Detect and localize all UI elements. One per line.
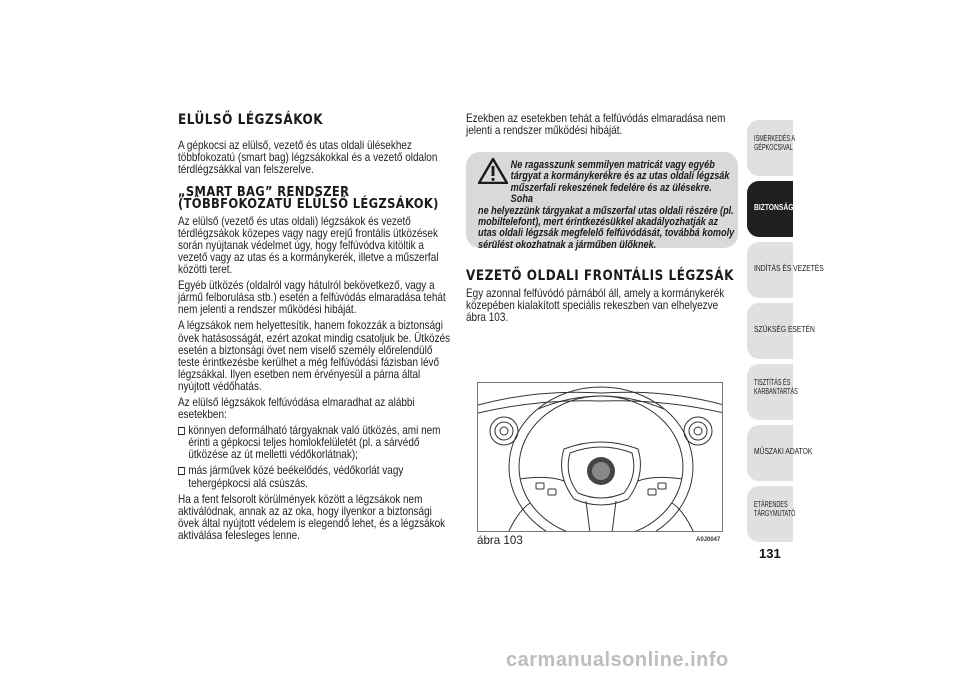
- tab-biztonsag[interactable]: [747, 181, 793, 237]
- warning-line: Ne ragasszunk semmilyen matricát vagy egyéb: [510, 159, 715, 171]
- tab-label: ISMERKEDÉS A GÉPKOCSIVAL: [754, 134, 796, 152]
- subheading-smart-bag: „SMART BAG” RENDSZER (TÖBBFOKOZATÚ ELÜLSŐ LÉGZSÁKOK): [178, 185, 439, 213]
- list-item: [178, 465, 451, 489]
- section-heading-driver-airbag: VEZETŐ OLDALI FRONTÁLIS LÉGZSÁK: [466, 268, 734, 284]
- paragraph-1: Az elülső (vezető és utas oldali) légzsákok és vezető térdlégzsákok közepes vagy nagy erejű frontális ütközések során nyújtanak védelmet úgy, hogy felfúvódva kitöltik a vezető vagy az utas és a kormánykerék, illetve a műszerfal közötti teret.: [178, 214, 439, 277]
- list-item: [178, 425, 451, 461]
- list-item-text: könnyen deformálható tárgyaknak való ütközés, ami nem érinti a gépkocsi teljes homlokfelületét (pl. a sárvédő ütközése az út melletti védőkorlátnak);: [188, 424, 441, 462]
- tab-label: ETÁRENDES TÁRGYMUTATÓ: [754, 500, 796, 518]
- tab-label: MŰSZAKI ADATOK: [754, 447, 813, 456]
- right-paragraph-wrap: [466, 288, 739, 328]
- paragraph-3: A légzsákok nem helyettesítik, hanem fokozzák a biztonsági övek hatásosságát, ezért azokat mindig csatoljuk be. Ütközés esetén a biztonsági övet nem viselő személy előrelendülő teste érintkezésbe kerülhet a még felfúvódási fázisban lévő légzsákkal. Ilyen esetben nem érvényesül a párna által nyújtott védőhatás.: [178, 319, 451, 393]
- tab-label: BIZTONSÁG: [754, 203, 794, 212]
- right-column-intro: [466, 113, 733, 141]
- list-item-text: más járművek közé beékelődés, védőkorlát vagy tehergépkocsi alá csúszás.: [188, 464, 404, 490]
- steering-wheel-illustration: [478, 383, 723, 532]
- tab-inditas[interactable]: [747, 242, 824, 298]
- right-paragraph-1: Ezekben az esetekben tehát a felfúvódás elmaradása nem jelenti a rendszer működési hibáját.: [466, 112, 726, 138]
- tab-label: INDÍTÁS ÉS VEZETÉS: [754, 264, 824, 273]
- left-column: [178, 112, 451, 546]
- checkbox-bullet-icon: [178, 467, 185, 475]
- tab-label: TISZTÍTÁS ÉS KARBANTARTÁS: [754, 378, 798, 396]
- tab-targymutato[interactable]: [747, 486, 796, 542]
- page-number: 131: [759, 546, 781, 561]
- right-paragraph-2: Egy azonnal felfúvódó párnából áll, amely a kormánykerék közepében kialakított speciális rekeszben van elhelyezve ábra 103.: [466, 287, 725, 325]
- section-heading-front-airbags: ELÜLSŐ LÉGZSÁKOK: [178, 112, 324, 128]
- checkbox-bullet-icon: [178, 427, 185, 435]
- chapter-tab-strip: [747, 120, 824, 547]
- figure-caption: ábra 103: [477, 534, 523, 547]
- tab-label: SZÜKSÉG ESETÉN: [754, 325, 815, 334]
- paragraph-2: Egyéb ütközés (oldalról vagy hátulról bekövetkező, vagy a jármű felborulása stb.) esetén a felfúvódás elmaradása tehát nem jelenti a rendszer működési hibáját.: [178, 279, 446, 317]
- watermark: carmanualsonline.info: [506, 649, 729, 671]
- warning-box: [466, 152, 738, 251]
- intro-paragraph: A gépkocsi az elülső, vezető és utas oldali ülésekhez többfokozatú (smart bag) légzsákokkal és a vezető oldalon térdlégzsákkal van felszerelve.: [178, 139, 438, 177]
- tab-szukseg[interactable]: [747, 303, 815, 359]
- paragraph-5: Ha a fent felsorolt körülmények között a légzsákok nem aktiválódnak, annak az az oka, hogy ilyenkor a biztonsági övek által nyújtott védelem is elegendő lehet, és a légzsákok aktiválása felesleges lenne.: [178, 492, 446, 542]
- figure-code: A0J0047: [696, 537, 721, 543]
- tab-ismerkedes[interactable]: [747, 120, 796, 176]
- warning-line: tárgyat a kormánykerékre és az utas oldali légzsák: [510, 170, 730, 183]
- warning-line: műszerfali rekeszének fedelére és az ülésekre. Soha: [510, 181, 712, 206]
- figure-steering-wheel: [477, 382, 723, 532]
- tab-tisztitas[interactable]: [747, 364, 798, 420]
- warning-line: ne helyezzünk tárgyakat a műszerfal utas oldali részére (pl. mobiltelefont), mert érintkezésükkel akadályozhatják az utas oldali légzsák megfelelő felfúvódását, továbbá komoly sérülést okozhatnak a járműben ülőknek.: [478, 204, 735, 251]
- tab-muszaki[interactable]: [747, 425, 813, 481]
- warning-text: [478, 160, 736, 251]
- paragraph-4: Az elülső légzsákok felfúvódása elmaradhat az alábbi esetekben:: [178, 396, 415, 422]
